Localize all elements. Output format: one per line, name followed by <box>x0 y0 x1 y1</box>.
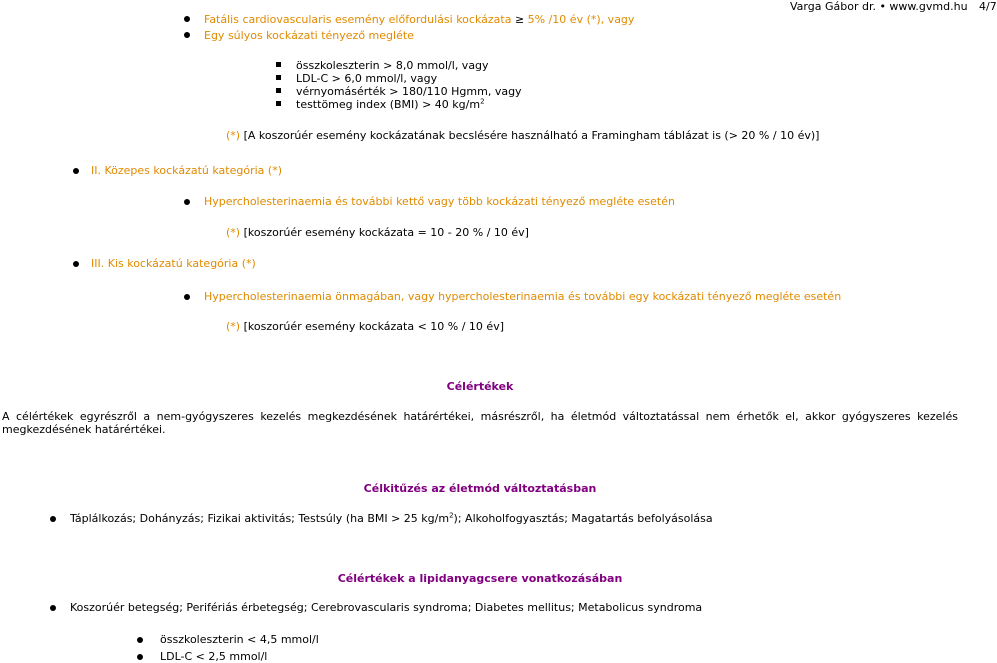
category-low-item: Hypercholesterinaemia önmagában, vagy hypercholesterinaemia és további egy kockázati tényező megléte esetén <box>204 290 842 303</box>
risk-factor-item: LDL-C > 6,0 mmol/l, vagy <box>296 72 438 85</box>
category-low-label: III. Kis kockázatú kategória <box>91 257 239 270</box>
lifestyle-item <box>70 512 713 525</box>
risk-factor-item <box>296 98 485 111</box>
category-low-note <box>226 320 504 333</box>
asterisk-mark: (*) <box>226 129 241 142</box>
bullet-icon <box>50 605 56 611</box>
fatal-risk-item <box>204 13 634 26</box>
bullet-icon <box>184 294 190 300</box>
bmi-text: testtömeg index (BMI) > 40 kg/m <box>296 98 481 111</box>
risk-factor-item: összkoleszterin > 8,0 mmol/l, vagy <box>296 59 489 72</box>
asterisk-mark: (*) <box>226 320 241 333</box>
category-medium-label: II. Közepes kockázatú kategória <box>91 164 265 177</box>
square-bullet-icon <box>276 75 281 80</box>
lipid-heading: Célértékek a lipidanyagcsere vonatkozásában <box>337 572 623 585</box>
category-low-note-text: [koszorúér esemény kockázata < 10 % / 10 év] <box>243 320 504 333</box>
square-bullet-icon <box>276 101 281 106</box>
fatal-risk-suffix: , vagy <box>600 13 635 26</box>
page-number: 4/7 <box>979 0 997 13</box>
category-medium-note <box>226 226 529 239</box>
bullet-icon <box>184 32 190 38</box>
lifestyle-text-b: ); Alkoholfogyasztás; Magatartás befolyásolása <box>453 512 713 525</box>
target-values-heading: Célértékek <box>446 380 514 393</box>
lipid-conditions-item: Koszorúér betegség; Perifériás érbetegség; Cerebrovascularis syndroma; Diabetes mellitus; Metabolicus syndroma <box>70 601 703 614</box>
target-values-paragraph: A célértékek egyrészről a nem-gyógyszeres kezelés megkezdésének határértékei, másrészről, ha életmód változtatással nem érhetők el, akkor gyógyszeres kezelés megkezdésének határértékei. <box>2 410 958 436</box>
lifestyle-heading: Célkitűzés az életmód változtatásban <box>363 482 597 495</box>
lifestyle-text-a: Táplálkozás; Dohányzás; Fizikai aktivitás; Testsúly (ha BMI > 25 kg/m <box>70 512 450 525</box>
category-low-heading <box>91 257 256 270</box>
header-text: Varga Gábor dr. • www.gvmd.hu <box>790 0 968 13</box>
asterisk-mark: (*) <box>586 13 601 26</box>
category-medium-heading <box>91 164 282 177</box>
bullet-icon <box>73 168 79 174</box>
bullet-icon <box>50 516 56 522</box>
asterisk-mark: (*) <box>241 257 256 270</box>
severe-factor-item: Egy súlyos kockázati tényező megléte <box>204 29 414 42</box>
bullet-icon <box>184 199 190 205</box>
bullet-icon <box>137 654 143 660</box>
fatal-risk-value: 5% /10 év <box>527 13 584 26</box>
page-header <box>790 0 997 13</box>
bullet-icon <box>73 261 79 267</box>
framingham-note <box>226 129 819 142</box>
asterisk-mark: (*) <box>226 226 241 239</box>
category-medium-item: Hypercholesterinaemia és további kettő vagy több kockázati tényező megléte esetén <box>204 195 675 208</box>
fatal-risk-text: Fatális cardiovascularis esemény előfordulási kockázata <box>204 13 512 26</box>
framingham-note-text: [A koszorúér esemény kockázatának becslésére használható a Framingham táblázat is (> 20 % / 10 év)] <box>243 129 820 142</box>
asterisk-mark: (*) <box>267 164 282 177</box>
lipid-target-item: összkoleszterin < 4,5 mmol/l <box>160 633 319 646</box>
bmi-superscript: 2 <box>449 511 454 520</box>
lipid-target-item: LDL-C < 2,5 mmol/l <box>160 650 268 663</box>
category-medium-note-text: [koszorúér esemény kockázata = 10 - 20 % / 10 év] <box>243 226 529 239</box>
risk-factor-item: vérnyomásérték > 180/110 Hgmm, vagy <box>296 85 522 98</box>
bullet-icon <box>184 16 190 22</box>
square-bullet-icon <box>276 62 281 67</box>
bullet-icon <box>137 637 143 643</box>
square-bullet-icon <box>276 88 281 93</box>
geq-symbol: ≥ <box>514 13 525 26</box>
bmi-superscript: 2 <box>480 97 485 106</box>
